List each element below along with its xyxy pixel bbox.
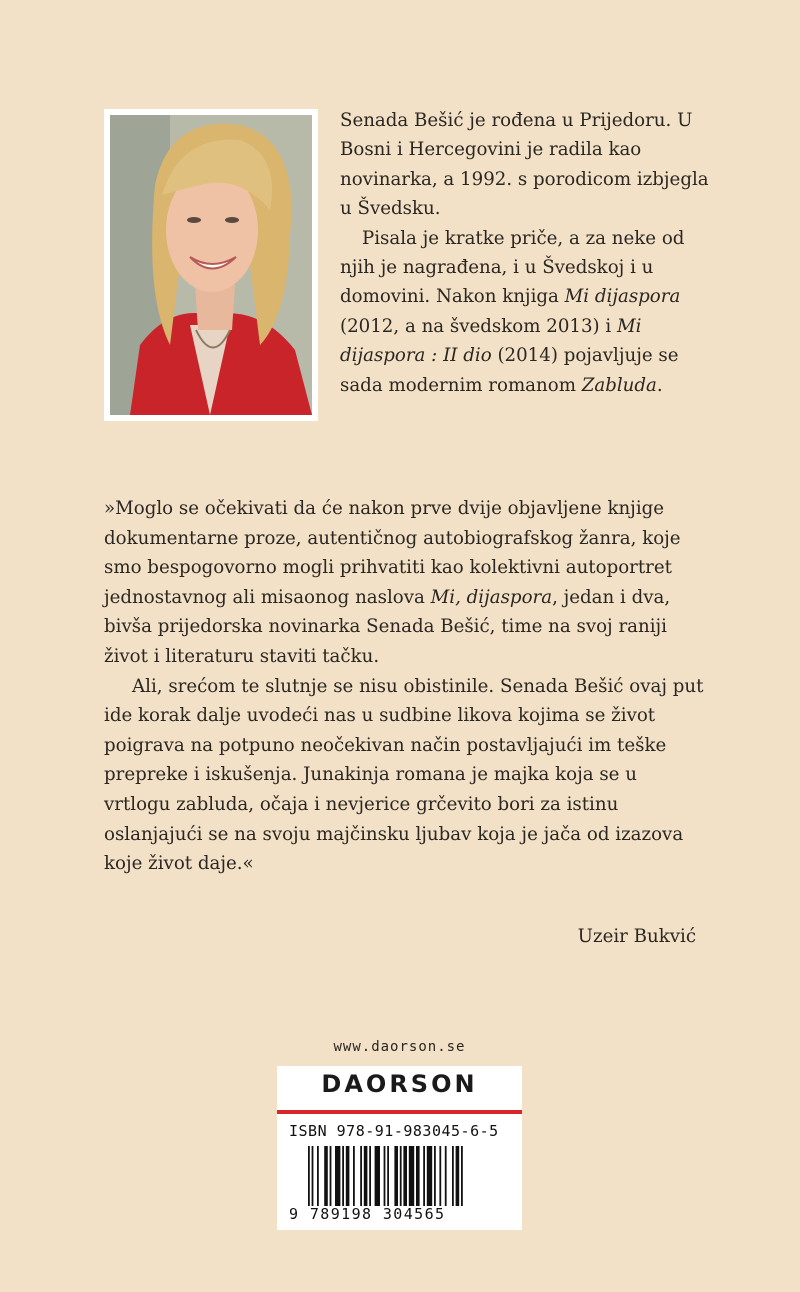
bio-text: .	[656, 374, 663, 396]
quote-paragraph-1	[104, 494, 704, 672]
review-quote	[104, 494, 704, 879]
author-biography	[340, 106, 710, 400]
book-title: Zabluda	[581, 374, 657, 396]
book-title: Mi dijaspora	[564, 286, 681, 308]
publisher-website: www.daorson.se	[333, 1039, 466, 1055]
barcode-bar	[403, 1146, 407, 1206]
isbn-barcode-panel	[277, 1066, 522, 1230]
bio-text: (2012, a na švedskom 2013) i	[340, 315, 618, 337]
barcode-icon	[308, 1146, 513, 1206]
bio-text: (2014) pojavljuje se sada modernim romanom	[340, 345, 679, 396]
quote-paragraph-2: Ali, srećom te slutnje se nisu obistinile. Senada Bešić ovaj put ide korak dalje uvodeći nas u sudbine likova kojima se život poigrava na potpuno neočekivan način postavljajući im teške prepreke i iskušenja. Junakinja romana je majka koja se u vrtlogu zabluda, očaja i nevjerice grčevito bori za istinu oslanjajući se na svoju majčinsku ljubav koja je jača od izazova koje život daje.«	[104, 675, 704, 875]
quote-text: , jedan i dva, bivša prijedorska novinarka Senada Bešić, time na svoj raniji život i literaturu staviti tačku.	[104, 586, 671, 667]
author-photo	[110, 115, 312, 415]
barcode-bar	[423, 1146, 425, 1206]
barcode-bar	[387, 1146, 389, 1206]
barcode-bar	[439, 1146, 441, 1206]
author-photo-frame	[104, 109, 318, 421]
book-title: Mi, dijaspora	[430, 586, 553, 608]
barcode-bar	[360, 1146, 362, 1206]
barcode-bar	[346, 1146, 350, 1206]
book-title: Mi dijaspora : II dio	[340, 315, 642, 367]
barcode-bar	[416, 1146, 420, 1206]
logo-divider	[277, 1110, 522, 1114]
bio-paragraph-2	[340, 224, 710, 400]
bio-paragraph-1: Senada Bešić je rođena u Prijedoru. U Bosni i Hercegovini je radila kao novinarka, a 1992. s porodicom izbjegla u Švedsku.	[340, 110, 709, 220]
barcode-bar	[353, 1146, 355, 1206]
barcode-bar	[369, 1146, 371, 1206]
barcode-bar	[427, 1146, 432, 1206]
barcode-bar	[335, 1146, 340, 1206]
barcode-bar	[375, 1146, 380, 1206]
barcode-bar	[452, 1146, 454, 1206]
barcode-bar	[312, 1146, 314, 1206]
barcode-bar	[445, 1146, 447, 1206]
barcode-bar	[308, 1146, 310, 1206]
ean-digits: 9 789198 304565	[289, 1205, 446, 1223]
barcode-bar	[394, 1146, 398, 1206]
author-portrait-illustration	[110, 115, 312, 415]
quote-text: »Moglo se očekivati da će nakon prve dvije objavljene knjige dokumentarne proze, autentičnog autobiografskog žanra, koje smo bespogovorno mogli prihvatiti kao kolektivni autoportret jednostavnog ali misaonog naslova	[104, 498, 681, 608]
barcode-bar	[342, 1146, 344, 1206]
barcode-bar	[400, 1146, 402, 1206]
publisher-logo: DAORSON	[321, 1070, 478, 1098]
quote-author: Uzeir Bukvić	[577, 926, 696, 947]
barcode-bar	[330, 1146, 332, 1206]
isbn-number: ISBN 978-91-983045-6-5	[289, 1122, 499, 1140]
barcode-bar	[456, 1146, 460, 1206]
barcode-bar	[364, 1146, 368, 1206]
bio-text: Pisala je kratke priče, a za neke od njih je nagrađena, i u Švedskoj i u domovini. Nakon knjiga	[340, 227, 685, 308]
barcode-bar	[409, 1146, 414, 1206]
barcode-bar	[384, 1146, 386, 1206]
barcode-bar	[324, 1146, 328, 1206]
barcode-bar	[434, 1146, 436, 1206]
barcode-bar	[317, 1146, 319, 1206]
barcode-bar	[461, 1146, 463, 1206]
